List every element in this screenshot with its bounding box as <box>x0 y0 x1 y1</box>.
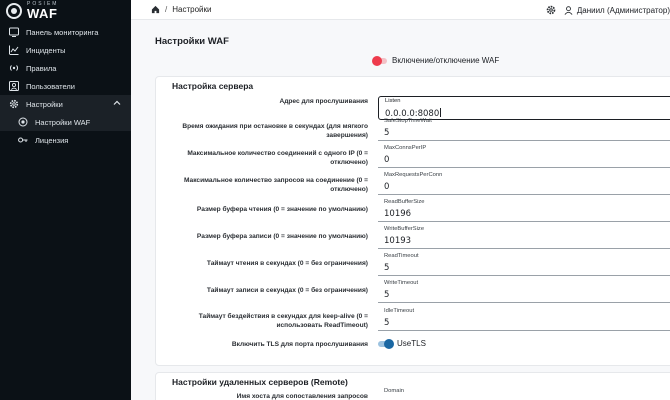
sidebar <box>0 0 131 400</box>
waf-toggle-label: Включение/отключение WAF <box>392 56 500 65</box>
server-settings-card <box>155 76 670 366</box>
read-timeout-input[interactable] <box>378 252 670 276</box>
idle-timeout-input[interactable] <box>378 307 670 331</box>
breadcrumb <box>131 5 211 14</box>
field-value: 5 <box>384 128 390 138</box>
write-buffer-size-input[interactable] <box>378 225 670 249</box>
remote-settings-title: Настройки удаленных серверов (Remote) <box>172 377 348 387</box>
logo[interactable] <box>6 2 58 20</box>
field-label: SafeStopTimeWait <box>384 118 432 124</box>
logo-big-text: WAF <box>27 6 58 21</box>
chart-line-icon <box>9 45 19 55</box>
field-description: Максимальное количество запросов на соединение (0 = отключено) <box>183 177 368 193</box>
field-description: Имя хоста для сопоставления запросов <box>236 393 368 400</box>
sidebar-item-dashboard[interactable] <box>0 23 131 41</box>
sidebar-item-rules[interactable] <box>0 59 131 77</box>
field-label: WriteBufferSize <box>384 226 425 232</box>
field-label: ReadBufferSize <box>384 199 425 205</box>
key-icon <box>18 135 28 145</box>
field-description: Размер буфера чтения (0 = значение по умолчанию) <box>196 206 368 213</box>
eye-icon <box>18 117 28 127</box>
field-label: ReadTimeout <box>384 253 419 259</box>
sidebar-item-label: Настройки WAF <box>35 117 91 127</box>
remote-settings-card <box>155 372 670 400</box>
sidebar-item-label: Настройки <box>26 99 63 109</box>
field-label: MaxConnsPerIP <box>384 145 427 151</box>
sidebar-item-label: Инциденты <box>26 45 66 55</box>
logo-small-text: POSIEM <box>27 1 59 7</box>
field-value: 10196 <box>384 209 412 219</box>
sidebar-item-settings[interactable] <box>0 95 131 113</box>
server-settings-title: Настройка сервера <box>172 81 254 91</box>
user-icon <box>564 6 573 15</box>
field-value: 5 <box>384 318 390 328</box>
dashboard-icon <box>9 27 19 37</box>
breadcrumb-separator: / <box>165 5 168 14</box>
field-value: 5 <box>384 290 390 300</box>
waf-toggle-row <box>373 56 499 65</box>
field-value: 0.0.0.0:8080 <box>385 109 440 119</box>
waf-toggle-switch[interactable] <box>373 58 387 64</box>
chevron-up-icon[interactable] <box>113 99 121 109</box>
field-label: Domain <box>384 388 404 394</box>
write-timeout-input[interactable] <box>378 279 670 303</box>
field-label: Listen <box>385 98 401 104</box>
user-menu[interactable] <box>564 6 670 15</box>
field-value: 5 <box>384 263 390 273</box>
field-description: Таймаут бездействия в секундах для keep-alive (0 = использовать ReadTimeout) <box>198 313 368 329</box>
use-tls-label: UseTLS <box>397 339 426 348</box>
field-label: WriteTimeout <box>384 280 419 286</box>
users-icon <box>9 81 19 91</box>
domain-input[interactable] <box>378 387 670 400</box>
topbar <box>131 0 670 20</box>
use-tls-switch[interactable] <box>378 341 392 347</box>
sidebar-item-label: Панель мониторинга <box>26 27 99 37</box>
field-label: IdleTimeout <box>384 308 415 314</box>
user-name: Даниил (Администратор) <box>576 5 670 15</box>
sidebar-item-waf-settings[interactable] <box>0 113 131 131</box>
read-buffer-size-input[interactable] <box>378 198 670 222</box>
sidebar-item-label: Правила <box>26 63 57 73</box>
sidebar-item-incidents[interactable] <box>0 41 131 59</box>
use-tls-toggle-row <box>378 339 426 348</box>
field-value: 0 <box>384 182 390 192</box>
field-value: 0 <box>384 155 390 165</box>
field-value: 10193 <box>384 236 412 246</box>
max-conns-per-ip-input[interactable] <box>378 144 670 168</box>
topbar-right <box>546 0 670 20</box>
gear-icon <box>9 99 19 109</box>
logo-eye-icon <box>6 3 22 19</box>
sidebar-item-license[interactable] <box>0 131 131 149</box>
field-description: Таймаут чтения в секундах (0 = без ограничения) <box>206 260 368 267</box>
safe-stop-time-wait-input[interactable] <box>378 117 670 141</box>
sidebar-item-label: Пользователи <box>26 81 75 91</box>
field-description: Время ожидания при остановке в секундах (для мягкого завершения) <box>182 123 368 139</box>
sidebar-nav <box>0 23 131 149</box>
field-label: MaxRequestsPerConn <box>384 172 443 178</box>
field-description: Максимальное количество соединений с одного IP (0 = отключено) <box>187 150 368 166</box>
sidebar-item-users[interactable] <box>0 77 131 95</box>
breadcrumb-current: Настройки <box>172 5 212 14</box>
page-title: Настройки WAF <box>155 36 229 47</box>
field-description: Таймаут записи в секундах (0 = без ограничения) <box>206 287 368 294</box>
settings-gear-icon[interactable] <box>546 5 556 15</box>
sidebar-item-label: Лицензия <box>35 135 69 145</box>
field-description: Включить TLS для порта прослушивания <box>231 341 368 348</box>
broadcast-icon <box>9 63 19 73</box>
field-description: Размер буфера записи (0 = значение по умолчанию) <box>196 233 368 240</box>
home-icon[interactable] <box>151 5 160 14</box>
field-description: Адрес для прослушивания <box>279 98 368 105</box>
max-requests-per-conn-input[interactable] <box>378 171 670 195</box>
